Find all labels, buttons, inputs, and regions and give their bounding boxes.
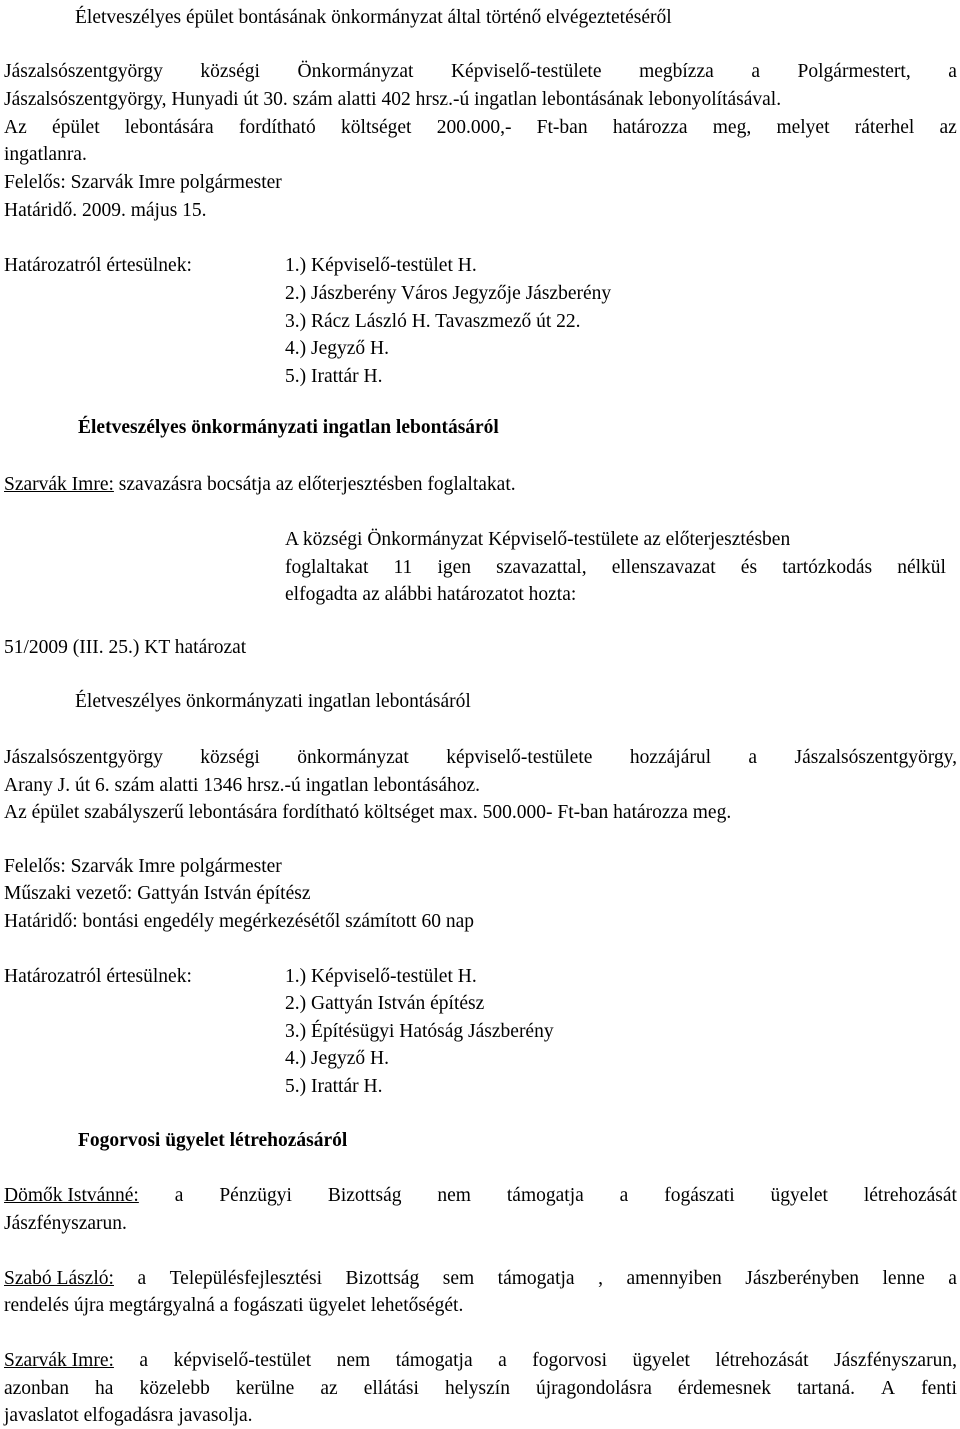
- word: tartózkodás: [782, 557, 873, 578]
- word: ügyelet: [632, 1350, 690, 1371]
- s3-line2: [4, 1377, 957, 1401]
- notify1-item-2: 2.) Jászberény Város Jegyzője Jászberény: [285, 283, 612, 304]
- s1-line2: Jászfényszarun.: [4, 1213, 127, 1234]
- word: határozza: [612, 117, 688, 138]
- word: a: [174, 1185, 184, 1206]
- notify2-item-4: 4.) Jegyző H.: [285, 1048, 389, 1069]
- section1-muszaki: Műszaki vezető: Gattyán István építész: [4, 883, 311, 904]
- section1-hatarido: Határidő: bontási engedély megérkezésétől számított 60 nap: [4, 911, 475, 932]
- s2-line2: rendelés újra megtárgyalná a fogászati ügyelet lehetőségét.: [4, 1295, 464, 1316]
- p1-line2: Jászalsószentgyörgy, Hunyadi út 30. szám alatti 402 hrsz.-ú ingatlan lebontásának lebonyolításával.: [4, 89, 782, 110]
- notify1-item-3: 3.) Rácz László H. Tavaszmező út 22.: [285, 311, 581, 332]
- vote-line2: [285, 556, 946, 580]
- section1-statement: [4, 473, 516, 497]
- word: Jászalsószentgyörgy: [4, 747, 163, 768]
- vote-line3: elfogadta az alábbi határozatot hozta:: [285, 584, 577, 605]
- word: Településfejlesztési: [169, 1268, 323, 1289]
- word: Jászfényszarun,: [834, 1350, 957, 1371]
- word: érdemesnek: [677, 1378, 772, 1399]
- notify2-label: Határozatról értesülnek:: [4, 966, 192, 987]
- notify2-item-5: 5.) Irattár H.: [285, 1076, 383, 1097]
- resolution-line2: Arany J. út 6. szám alatti 1346 hrsz.-ú ingatlan lebontásához.: [4, 775, 480, 796]
- resolution-line1: [4, 746, 957, 770]
- word: Ft-ban: [536, 117, 588, 138]
- word: községi: [200, 747, 260, 768]
- word: épület: [51, 117, 100, 138]
- s2-line1: [4, 1267, 957, 1291]
- word: közelebb: [139, 1378, 210, 1399]
- word: a: [748, 747, 758, 768]
- word: amennyiben: [626, 1268, 722, 1289]
- p1-felelos: Felelős: Szarvák Imre polgármester: [4, 172, 282, 193]
- notify1-item-5: 5.) Irattár H.: [285, 366, 383, 387]
- word: önkormányzat: [297, 747, 409, 768]
- word: a: [751, 61, 760, 82]
- word: létrehozását: [863, 1185, 957, 1206]
- word: ellátási: [363, 1378, 419, 1399]
- word: szavazattal,: [496, 557, 587, 578]
- word: A: [881, 1378, 896, 1399]
- word: lenne: [882, 1268, 925, 1289]
- word: községi: [200, 61, 260, 82]
- resolution-number: 51/2009 (III. 25.) KT határozat: [4, 637, 247, 658]
- word: nélkül: [897, 557, 946, 578]
- word: költséget: [341, 117, 412, 138]
- word: megbízza: [639, 61, 714, 82]
- s3-line1: [4, 1349, 957, 1373]
- word: fogorvosi: [532, 1350, 608, 1371]
- s3-line3: javaslatot elfogadásra javasolja.: [4, 1405, 253, 1426]
- notify2-item-2: 2.) Gattyán István építész: [285, 993, 485, 1014]
- word: Jászberényben: [745, 1268, 859, 1289]
- word: sem: [442, 1268, 475, 1289]
- word: Polgármestert,: [797, 61, 911, 82]
- p1-line4: ingatlanra.: [4, 144, 87, 165]
- word: helyszín: [444, 1378, 510, 1399]
- section2-title: Fogorvosi ügyelet létrehozásáról: [78, 1130, 348, 1151]
- word: ráterhel: [854, 117, 915, 138]
- word: képviselő-testület: [173, 1350, 312, 1371]
- statement-text: szavazásra bocsátja az előterjesztésben foglaltakat.: [113, 474, 516, 495]
- word: ügyelet: [770, 1185, 828, 1206]
- speaker-szarvak: Szarvák Imre:: [4, 474, 114, 495]
- section1-title: Életveszélyes önkormányzati ingatlan lebontásáról: [78, 417, 499, 438]
- word: Képviselő-testülete: [450, 61, 602, 82]
- word: meg,: [712, 117, 752, 138]
- word: foglaltakat: [285, 557, 369, 578]
- word: az: [320, 1378, 338, 1399]
- p1-hatarido: Határidő. 2009. május 15.: [4, 200, 207, 221]
- word: nem: [437, 1185, 471, 1206]
- heading-top: Életveszélyes épület bontásának önkormányzat által történő elvégeztetéséről: [75, 7, 672, 28]
- s1-line1: [4, 1184, 957, 1208]
- word: a: [619, 1185, 629, 1206]
- p1-line1: [4, 60, 957, 84]
- word: Önkormányzat: [297, 61, 414, 82]
- word: a: [948, 61, 957, 82]
- notify1-item-4: 4.) Jegyző H.: [285, 338, 389, 359]
- word: a: [498, 1350, 507, 1371]
- word: Jászalsószentgyörgy: [4, 61, 163, 82]
- word: igen: [437, 557, 472, 578]
- word: tartaná.: [797, 1378, 855, 1399]
- notify1-item-1: 1.) Képviselő-testület H.: [285, 255, 477, 276]
- resolution-title: Életveszélyes önkormányzati ingatlan lebontásáról: [75, 691, 471, 712]
- word: az: [939, 117, 957, 138]
- word: 11: [393, 557, 413, 578]
- word: nem: [336, 1350, 371, 1371]
- vote-line1: A községi Önkormányzat Képviselő-testülete az előterjesztésben: [285, 529, 791, 550]
- word: támogatja: [395, 1350, 473, 1371]
- word: Bizottság: [345, 1268, 420, 1289]
- word: a: [139, 1350, 149, 1371]
- word: lebontására: [124, 117, 214, 138]
- word: képviselő-testülete: [446, 747, 593, 768]
- notify2-item-1: 1.) Képviselő-testület H.: [285, 966, 477, 987]
- word: a: [137, 1268, 147, 1289]
- word: létrehozását: [715, 1350, 809, 1371]
- word: a: [948, 1268, 957, 1289]
- p1-line3: [4, 116, 957, 140]
- word: ,: [598, 1268, 603, 1289]
- section1-felelos: Felelős: Szarvák Imre polgármester: [4, 856, 282, 877]
- word: fogászati: [664, 1185, 735, 1206]
- word: Bizottság: [327, 1185, 402, 1206]
- word: 200.000,-: [436, 117, 512, 138]
- resolution-line3: Az épület szabályszerű lebontására fordítható költséget max. 500.000- Ft-ban határozza meg.: [4, 802, 732, 823]
- word: fenti: [921, 1378, 957, 1399]
- word: ellenszavazat: [611, 557, 716, 578]
- word: Pénzügyi: [219, 1185, 292, 1206]
- word: hozzájárul: [629, 747, 712, 768]
- word: és: [740, 557, 758, 578]
- word: Az: [4, 117, 27, 138]
- notify1-label: Határozatról értesülnek:: [4, 255, 192, 276]
- speaker-domok: Dömők Istvánné:: [4, 1185, 139, 1206]
- notify2-item-3: 3.) Építésügyi Hatóság Jászberény: [285, 1021, 554, 1042]
- word: fordítható: [238, 117, 316, 138]
- word: kerülne: [235, 1378, 295, 1399]
- word: támogatja: [497, 1268, 575, 1289]
- speaker-szarvak-2: Szarvák Imre:: [4, 1350, 114, 1371]
- word: ha: [95, 1378, 114, 1399]
- word: melyet: [776, 117, 830, 138]
- word: Jászalsószentgyörgy,: [794, 747, 957, 768]
- word: újragondolásra: [536, 1378, 652, 1399]
- word: támogatja: [506, 1185, 584, 1206]
- word: azonban: [4, 1378, 69, 1399]
- speaker-szabo: Szabó László:: [4, 1268, 114, 1289]
